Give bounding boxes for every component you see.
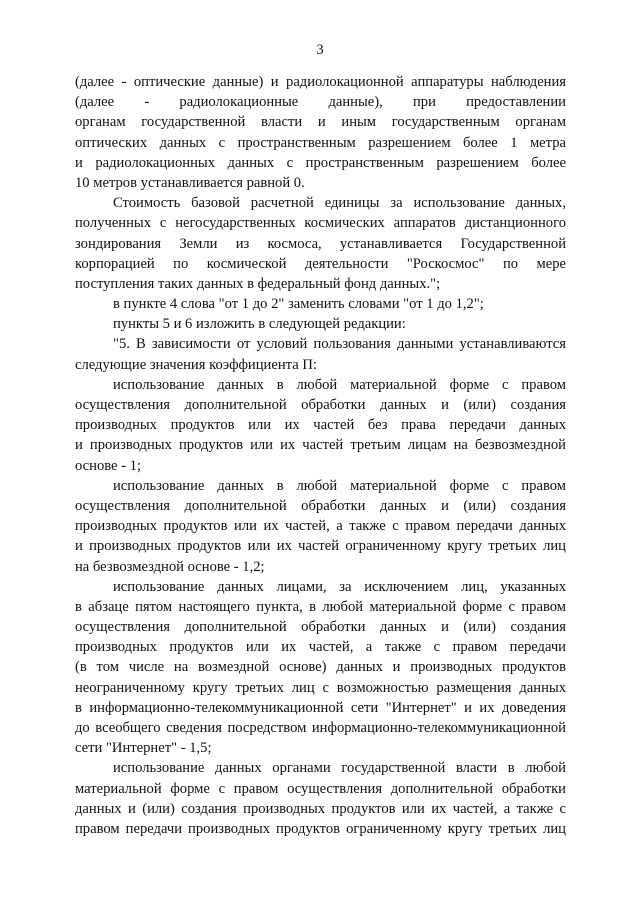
text-line: сети "Интернет" - 1,5; xyxy=(75,740,212,757)
text-line: использование данных в любой материальной форме с правом xyxy=(113,477,566,494)
text-line: пункты 5 и 6 изложить в следующей редакции: xyxy=(113,316,406,333)
text-line: в пункте 4 слова "от 1 до 2" заменить словами "от 1 до 1,2"; xyxy=(113,296,484,313)
text-line: поступления таких данных в федеральный фонд данных."; xyxy=(75,275,441,292)
text-line: использование данных органами государственной власти в любой xyxy=(113,760,566,777)
text-line: осуществления дополнительной обработки данных и (или) создания xyxy=(75,497,566,514)
text-line: использование данных в любой материальной форме с правом xyxy=(113,376,566,393)
text-line: данных и (или) создания производных продуктов или их частей, а также с xyxy=(75,800,566,817)
text-line: использование данных лицами, за исключением лиц, указанных xyxy=(113,578,566,595)
text-line: Стоимость базовой расчетной единицы за использование данных, xyxy=(113,195,566,212)
text-line: корпорацией по космической деятельности "Роскосмос" по мере xyxy=(75,255,566,272)
text-line: неограниченному кругу третьих лиц с возможностью размещения данных xyxy=(75,679,566,696)
text-line: в информационно-телекоммуникационной сети "Интернет" и их доведения xyxy=(75,699,566,716)
text-line: полученных с негосударственных космических аппаратов дистанционного xyxy=(75,215,566,232)
text-line: осуществления дополнительной обработки данных и (или) создания xyxy=(75,397,566,413)
text-line: производных продуктов или их частей без права передачи данных xyxy=(75,417,566,434)
text-line: на безвозмездной основе - 1,2; xyxy=(75,558,265,575)
text-line: в абзаце пятом настоящего пункта, в любой материальной форме с правом xyxy=(75,598,566,615)
text-line: (в том числе на возмездной основе) данных и производных продуктов xyxy=(75,659,566,676)
text-line: следующие значения коэффициента П: xyxy=(75,356,317,373)
text-line: и радиолокационных данных с пространственным разрешением более xyxy=(75,154,566,171)
text-line: осуществления дополнительной обработки данных и (или) создания xyxy=(75,619,566,636)
page-number: 3 xyxy=(316,42,324,58)
text-line: органам государственной власти и иным государственным органам xyxy=(75,114,566,131)
text-line: "5. В зависимости от условий пользования данными устанавливаются xyxy=(113,336,566,353)
text-line: (далее - оптические данные) и радиолокационной аппаратуры наблюдения xyxy=(75,74,566,90)
text-line: правом передачи производных продуктов ограниченному кругу третьих лиц xyxy=(75,820,566,837)
text-line: (далее - радиолокационные данные), при предоставлении xyxy=(75,94,566,111)
text-line: производных продуктов или их частей, а также с правом передачи xyxy=(75,639,566,656)
text-line: и производных продуктов или их частей третьим лицам на безвозмездной xyxy=(75,437,566,454)
text-line: 10 метров устанавливается равной 0. xyxy=(75,174,305,191)
text-line: оптических данных с пространственным разрешением более 1 метра xyxy=(75,134,566,151)
text-line: производных продуктов или их частей, а также с правом передачи данных xyxy=(75,518,566,535)
text-line: до всеобщего сведения посредством информационно-телекоммуникационной xyxy=(75,720,566,736)
text-line: зондирования Земли из космоса, устанавливается Государственной xyxy=(75,235,566,252)
text-line: основе - 1; xyxy=(75,457,142,474)
text-line: и производных продуктов или их частей ограниченному кругу третьих лиц xyxy=(75,538,566,555)
text-line: материальной форме с правом осуществления дополнительной обработки xyxy=(75,780,566,797)
body-text xyxy=(75,72,566,839)
